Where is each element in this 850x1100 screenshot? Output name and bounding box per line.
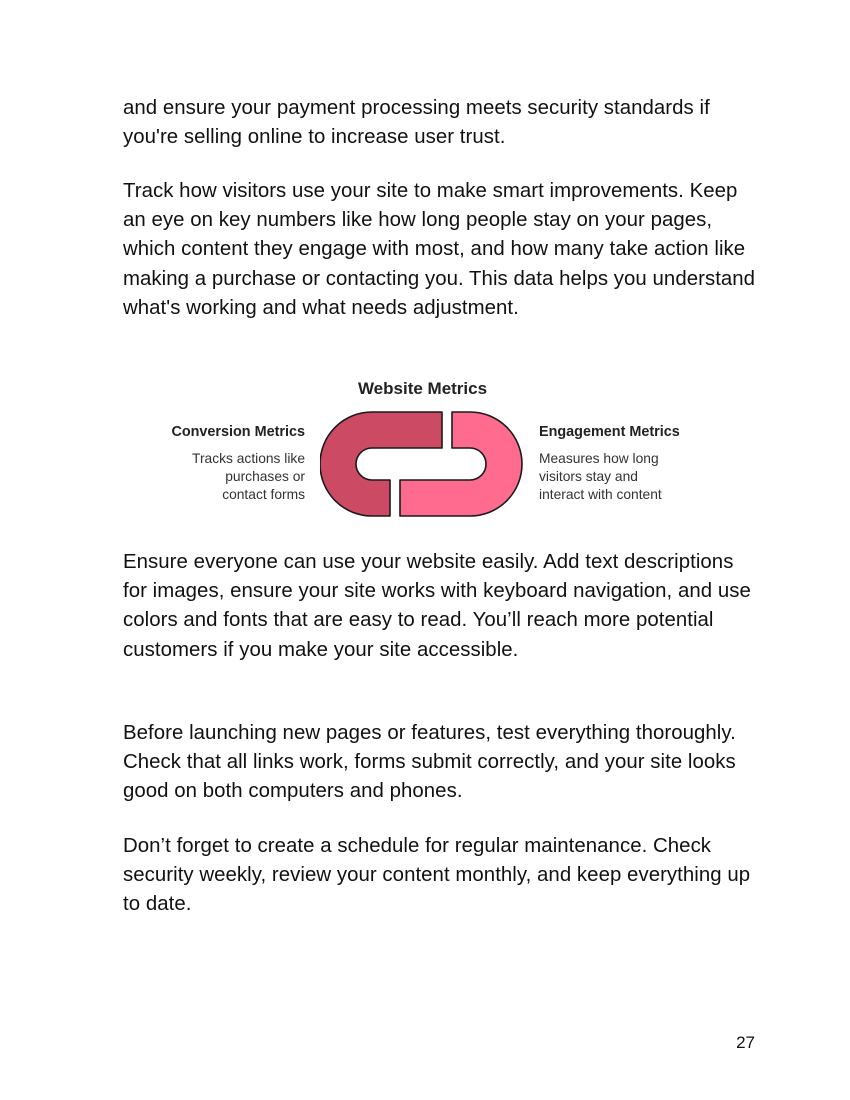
- engagement-description-line: interact with content: [539, 487, 662, 502]
- engagement-description-line: Measures how long: [539, 451, 659, 466]
- chain-link-icon: [320, 410, 530, 518]
- paragraph-accessibility: Ensure everyone can use your website easily. Add text descriptions for images, ensure your site works with keyboard navigation, and use colors and fonts that are easy to read. You’ll reach more potential customers if you make your site accessible.: [123, 551, 751, 661]
- figure-title: Website Metrics: [357, 379, 488, 398]
- conversion-description-line: purchases or: [225, 469, 305, 484]
- paragraph-payment-security: and ensure your payment processing meets security standards if you're selling online to increase user trust.: [123, 97, 710, 149]
- conversion-description-line: Tracks actions like: [192, 451, 305, 466]
- conversion-metrics-title: Conversion Metrics: [171, 424, 305, 440]
- paragraph-testing: Before launching new pages or features, test everything thoroughly. Check that all links work, forms submit correctly, and your site looks good on both computers and phones.: [123, 722, 736, 803]
- engagement-description-line: visitors stay and: [539, 469, 638, 484]
- conversion-metrics-description: [145, 450, 305, 504]
- website-metrics-figure: [150, 375, 710, 520]
- paragraph-maintenance: Don’t forget to create a schedule for regular maintenance. Check security weekly, review your content monthly, and keep everything up to date.: [123, 835, 751, 916]
- engagement-metrics-description: [539, 450, 719, 504]
- paragraph-track-visitors: Track how visitors use your site to make smart improvements. Keep an eye on key numbers like how long people stay on your pages, which content they engage with most, and how many take action like making a purchase or contacting you. This data helps you understand what's working and what needs adjustment.: [123, 180, 756, 319]
- conversion-description-line: contact forms: [222, 487, 305, 502]
- page-number: 27: [736, 1033, 755, 1052]
- engagement-metrics-title: Engagement Metrics: [539, 424, 680, 440]
